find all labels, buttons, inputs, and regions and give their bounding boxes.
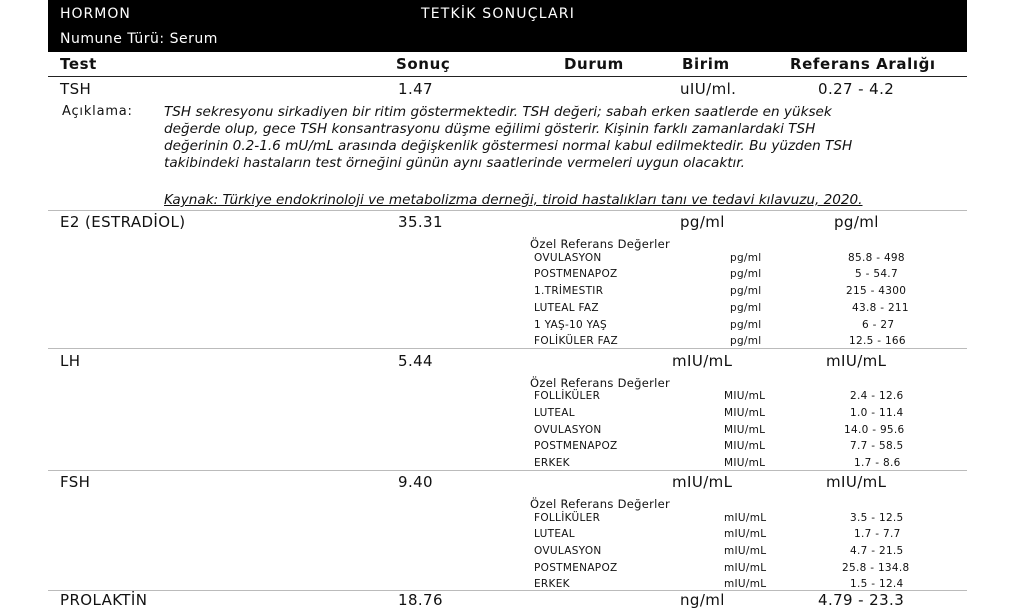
test-result: 35.31 [398,213,443,231]
col-ref: Referans Aralığı [790,55,936,73]
special-ref-title: Özel Referans Değerler [530,497,671,511]
ref-label: ERKEK [534,457,570,469]
test-ref: 0.27 - 4.2 [818,80,895,98]
note-line: değerde olup, gece TSH konsantrasyonu düşme eğilimi gösterir. Kişinin farklı zamanlardaki TSH [164,121,816,137]
ref-unit: pg/ml [730,268,762,280]
report-header [48,0,967,52]
ref-label: POSTMENAPOZ [534,440,618,452]
ref-unit: MIU/mL [724,424,766,436]
note-line: takibindeki hastaların test örneğini günün aynı saatlerinde vermeleri uygun olacaktır. [164,155,745,171]
ref-unit: mIU/mL [724,578,767,590]
test-result: 18.76 [398,591,443,609]
ref-range: 2.4 - 12.6 [850,390,904,402]
ref-range: 7.7 - 58.5 [850,440,904,452]
ref-label: OVULASYON [534,424,602,436]
ref-label: LUTEAL [534,528,575,540]
ref-range: 1.7 - 7.7 [854,528,901,540]
column-headers [48,52,967,77]
test-unit: ng/ml [680,591,725,609]
test-result: 9.40 [398,473,433,491]
ref-label: POSTMENAPOZ [534,268,618,280]
test-name: FSH [60,473,91,491]
note-label: Açıklama: [62,104,133,119]
ref-range: 3.5 - 12.5 [850,512,904,524]
ref-range: 1.7 - 8.6 [854,457,901,469]
ref-range: 1.5 - 12.4 [850,578,904,590]
ref-range: 14.0 - 95.6 [844,424,905,436]
ref-range: 5 - 54.7 [855,268,898,280]
special-ref-title: Özel Referans Değerler [530,376,671,390]
ref-unit: MIU/mL [724,407,766,419]
special-ref-title: Özel Referans Değerler [530,237,671,251]
col-status: Durum [564,55,624,73]
ref-label: LUTEAL FAZ [534,302,599,314]
ref-unit: mIU/mL [724,528,767,540]
ref-label: 1.TRİMESTIR [534,285,604,297]
test-unit: pg/ml [680,213,725,231]
tsh-note [164,104,964,172]
ref-label: OVULASYON [534,252,602,264]
ref-unit: pg/ml [730,302,762,314]
row-divider [48,210,967,211]
col-unit: Birim [682,55,730,73]
ref-label: ERKEK [534,578,570,590]
ref-unit: MIU/mL [724,440,766,452]
ref-label: FOLLİKÜLER [534,512,601,524]
ref-range: 6 - 27 [862,319,895,331]
ref-unit: pg/ml [730,285,762,297]
test-name: E2 (ESTRADİOL) [60,213,186,231]
test-ref: 4.79 - 23.3 [818,591,905,609]
ref-label: FOLİKÜLER FAZ [534,335,619,347]
ref-range: 43.8 - 211 [852,302,909,314]
ref-label: POSTMENAPOZ [534,562,618,574]
ref-label: OVULASYON [534,545,602,557]
note-line: değerinin 0.2-1.6 mU/mL arasında değişkenlik göstermesi normal kabul edilmektedir. Bu yüzden TSH [164,138,853,154]
ref-unit: mIU/mL [724,512,767,524]
test-ref: mIU/mL [826,473,887,491]
test-ref: mIU/mL [826,352,887,370]
row-divider [48,470,967,471]
ref-range: 4.7 - 21.5 [850,545,904,557]
ref-unit: MIU/mL [724,457,766,469]
note-line: TSH sekresyonu sirkadiyen bir ritim göstermektedir. TSH değeri; sabah erken saatlerde en yüksek [164,104,832,120]
ref-label: FOLLİKÜLER [534,390,601,402]
ref-label: LUTEAL [534,407,575,419]
ref-range: 25.8 - 134.8 [842,562,910,574]
ref-unit: pg/ml [730,319,762,331]
ref-unit: mIU/mL [724,545,767,557]
test-result: 5.44 [398,352,433,370]
test-result: 1.47 [398,80,433,98]
test-name: TSH [60,80,92,98]
col-test: Test [60,55,97,73]
ref-unit: mIU/mL [724,562,767,574]
test-name: PROLAKTİN [60,591,148,609]
report-title: TETKİK SONUÇLARI [421,6,576,22]
ref-range: 12.5 - 166 [849,335,906,347]
test-unit: uIU/ml. [680,80,737,98]
row-divider [48,348,967,349]
test-ref: pg/ml [834,213,879,231]
ref-unit: MIU/mL [724,390,766,402]
section-title: HORMON [60,6,131,22]
test-unit: mIU/mL [672,352,733,370]
test-unit: mIU/mL [672,473,733,491]
col-result: Sonuç [396,55,451,73]
sample-type: Numune Türü: Serum [60,31,218,47]
ref-unit: pg/ml [730,252,762,264]
note-source: Kaynak: Türkiye endokrinoloji ve metabolizma derneği, tiroid hastalıkları tanı ve tedavi kılavuzu, 2020. [164,192,863,208]
ref-range: 215 - 4300 [846,285,907,297]
ref-label: 1 YAŞ-10 YAŞ [534,319,607,331]
ref-range: 85.8 - 498 [848,252,905,264]
test-name: LH [60,352,81,370]
ref-range: 1.0 - 11.4 [850,407,904,419]
ref-unit: pg/ml [730,335,762,347]
